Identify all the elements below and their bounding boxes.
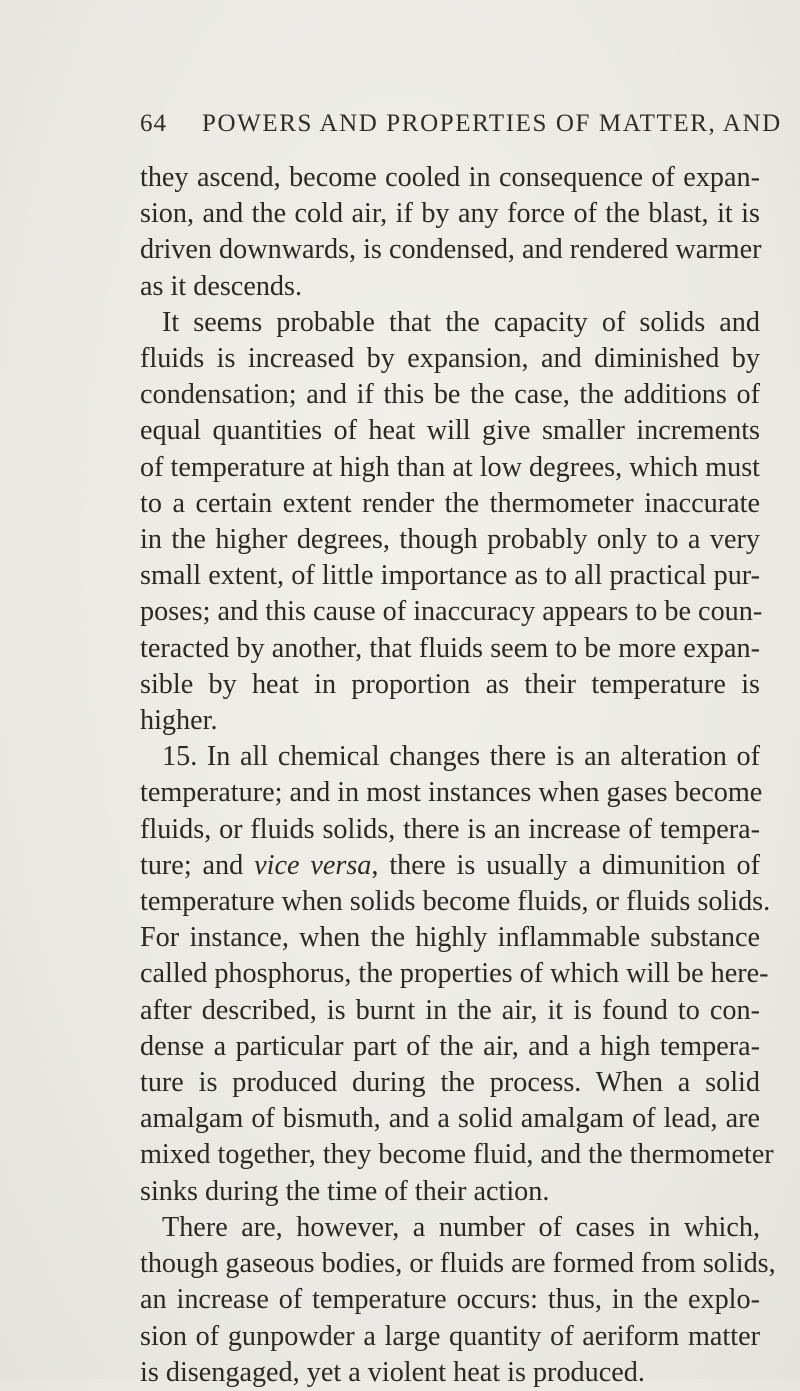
- text-line: in the higher degrees, though probably only to a very: [140, 524, 760, 556]
- paragraph-2: [140, 305, 763, 739]
- body-text: [140, 160, 776, 1391]
- italic-phrase: vice versa: [254, 849, 372, 881]
- text-segment: ture; and: [140, 849, 255, 881]
- text-line: sion of gunpowder a large quantity of aeriform matter: [140, 1320, 760, 1352]
- text-line: though gaseous bodies, or fluids are formed from solids,: [140, 1248, 776, 1280]
- text-line: driven downwards, is condensed, and rendered warmer: [140, 234, 762, 266]
- text-line: It seems probable that the capacity of solids and: [162, 306, 760, 338]
- text-line: mixed together, they become fluid, and the thermometer: [140, 1139, 774, 1171]
- text-segment: , there is usually a dimunition of: [371, 849, 760, 881]
- text-line: after described, is burnt in the air, it is found to con-: [140, 994, 760, 1026]
- running-title: POWERS AND PROPERTIES OF MATTER, AND: [202, 110, 782, 137]
- paragraph-3: [140, 739, 774, 1210]
- paragraph-1: [140, 160, 760, 305]
- text-line-with-italic: [140, 848, 760, 884]
- text-line: is disengaged, yet a violent heat is produced.: [140, 1356, 645, 1388]
- text-line: sible by heat in proportion as their temperature is: [140, 668, 760, 700]
- text-line: sinks during the time of their action.: [140, 1175, 550, 1207]
- text-line: equal quantities of heat will give smaller increments: [140, 415, 760, 447]
- text-line: 15. In all chemical changes there is an alteration of: [162, 741, 760, 773]
- text-line: as it descends.: [140, 270, 303, 302]
- text-line: poses; and this cause of inaccuracy appears to be coun-: [140, 596, 763, 628]
- text-line: teracted by another, that fluids seem to be more expan-: [140, 632, 760, 664]
- text-line: ture is produced during the process. When a solid: [140, 1067, 760, 1099]
- text-line: of temperature at high than at low degrees, which must: [140, 451, 760, 483]
- text-line: dense a particular part of the air, and a high tempera-: [140, 1030, 760, 1062]
- text-line: temperature; and in most instances when gases become: [140, 777, 763, 809]
- text-line: amalgam of bismuth, and a solid amalgam of lead, are: [140, 1103, 760, 1135]
- text-line: For instance, when the highly inflammable substance: [140, 922, 760, 954]
- text-line: higher.: [140, 705, 218, 737]
- page-number: 64: [140, 110, 167, 137]
- text-line: temperature when solids become fluids, or fluids solids.: [140, 886, 771, 918]
- text-line: to a certain extent render the thermometer inaccurate: [140, 487, 760, 519]
- text-line: sion, and the cold air, if by any force of the blast, it is: [140, 198, 760, 230]
- running-head: [140, 110, 782, 150]
- paragraph-4: [140, 1210, 776, 1391]
- text-line: small extent, of little importance as to all practical pur-: [140, 560, 760, 592]
- text-line: they ascend, become cooled in consequence of expan-: [140, 162, 760, 193]
- text-line: fluids is increased by expansion, and diminished by: [140, 343, 760, 375]
- text-line: fluids, or fluids solids, there is an increase of tempera-: [140, 813, 760, 845]
- text-line: condensation; and if this be the case, the additions of: [140, 379, 760, 411]
- text-line: There are, however, a number of cases in which,: [162, 1211, 760, 1243]
- text-line: an increase of temperature occurs: thus, in the explo-: [140, 1284, 760, 1316]
- text-line: called phosphorus, the properties of which will be here-: [140, 958, 769, 990]
